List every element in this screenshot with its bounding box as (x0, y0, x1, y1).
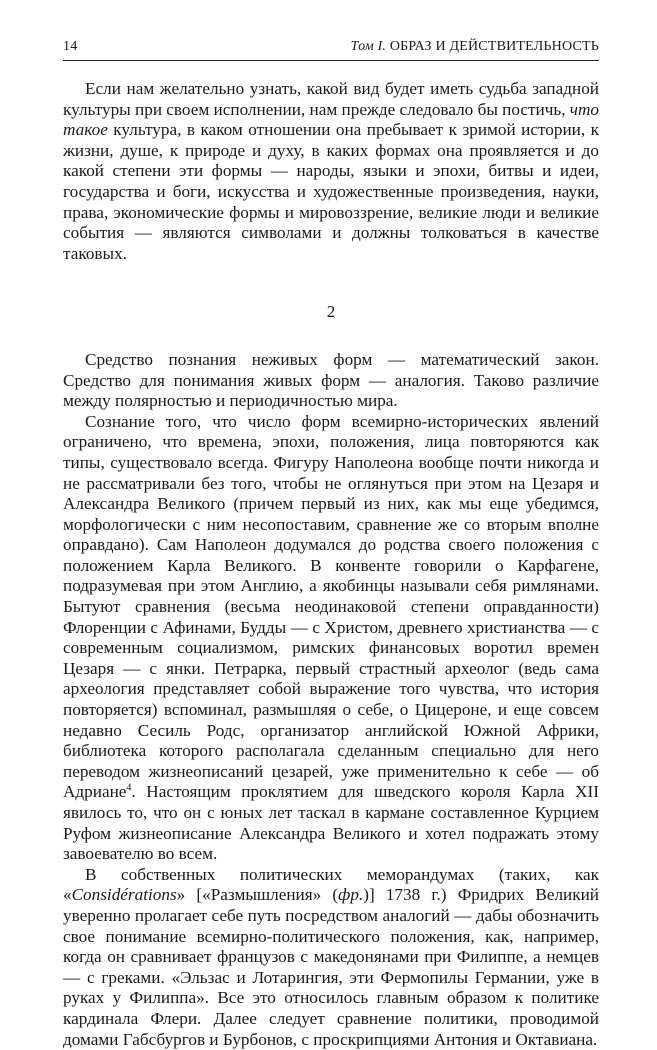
paragraph-4-emphasis-b: фр. (338, 885, 364, 905)
paragraph-2: Средство познания неживых форм — математический закон. Средство для понимания живых форм — аналогия. Таково различие между полярностью и периодичностью мира. (63, 349, 599, 411)
section-title: ОБРАЗ И ДЕЙСТВИТЕЛЬНОСТЬ (389, 39, 599, 54)
paragraph-4-text-a: В собственных политических меморандумах (таких, как « (63, 864, 599, 905)
running-header (63, 36, 599, 61)
paragraph-4-emphasis-a: Considérations (71, 885, 177, 905)
paragraph-4 (63, 865, 599, 1050)
paragraph-1-text-a: Если нам желательно узнать, какой вид будет иметь судьба западной культуры при своем исполнении, нам прежде следовало бы постичь, (63, 79, 599, 119)
page-number: 14 (63, 39, 78, 54)
footnote-marker: 4 (126, 782, 132, 794)
paragraph-4-text-c: )] 1738 г.) Фридрих Великий уверенно пролагает себе путь посредством аналогий — дабы обозначить свое понимание всемирно-политического положения, как, например, когда он сравнивает французов с македонянами при Филиппе, а немцев — с греками. «Эльзас и Лотарингия, эти Фермопилы Германии, уже в руках у Филиппа». Все это относилось главным образом к политике кардинала Флери. Далее следует сравнение политики, проводимой домами Габсбургов и Бурбонов, с проскрипциями Антония и Октавиана. (63, 885, 599, 1049)
section-number: 2 (326, 302, 336, 322)
body-text (63, 79, 599, 1050)
book-page (63, 36, 599, 1050)
paragraph-3 (63, 412, 599, 865)
paragraph-3-text-a: Сознание того, что число форм всемирно-исторических явлений ограничено, что времена, эпохи, положения, лица повторяются как типы, существовало всегда. Фигуру Наполеона вообще почти никогда и не рассматривали без того, чтобы не оглянуться при этом на Цезаря и Александра Великого (причем первый из них, как мы еще убедимся, морфологически с ним несопоставим, сравнение же со вторым вполне оправдано). Сам Наполеон додумался до родства своего положения с положением Карла Великого. В конвенте говорили о Карфагене, подразумевая при этом Англию, а якобинцы называли себя римлянами. Бытуют сравнения (весьма неодинаковой степени оправданности) Флоренции с Афинами, Будды — с Христом, древнего христианства — с современным социализмом, римских финансовых воротил времен Цезаря — с янки. Петрарка, первый страстный археолог (ведь сама археология представляет собой выражение того чувства, что история повторяется) вспоминал, размышляя о себе, о Цицероне, и еще совсем недавно Сесиль Родс, организатор английской Южной Африки, библиотека которого располагала сделанным специально для него переводом жизнеописаний цезарей, уже применительно к себе — об Адриане (63, 411, 599, 802)
running-title (351, 36, 599, 58)
volume-label: Том I. (350, 39, 387, 54)
paragraph-4-text-b: » [«Размышления» ( (176, 885, 339, 905)
paragraph-3-text-b: . Настоящим проклятием для шведского короля Карла XII явилось то, что он с юных лет таскал в кармане составленное Курцием Руфом жизнеописание Александра Великого и хотел подражать этому завоевателю во всем. (63, 782, 599, 864)
paragraph-1 (63, 79, 599, 264)
paragraph-1-text-b: культура, в каком отношении она пребывает к зримой истории, к жизни, душе, к природе и духу, в каких формах она проявляется и до какой степени эти формы — народы, языки и эпохи, битвы и идеи, государства и боги, искусства и художественные произведения, науки, права, экономические формы и мировоззрение, великие люди и великие события — являются символами и должны толковаться в качестве таковых. (63, 120, 599, 263)
paragraph-1-emphasis: что такое (63, 99, 600, 140)
